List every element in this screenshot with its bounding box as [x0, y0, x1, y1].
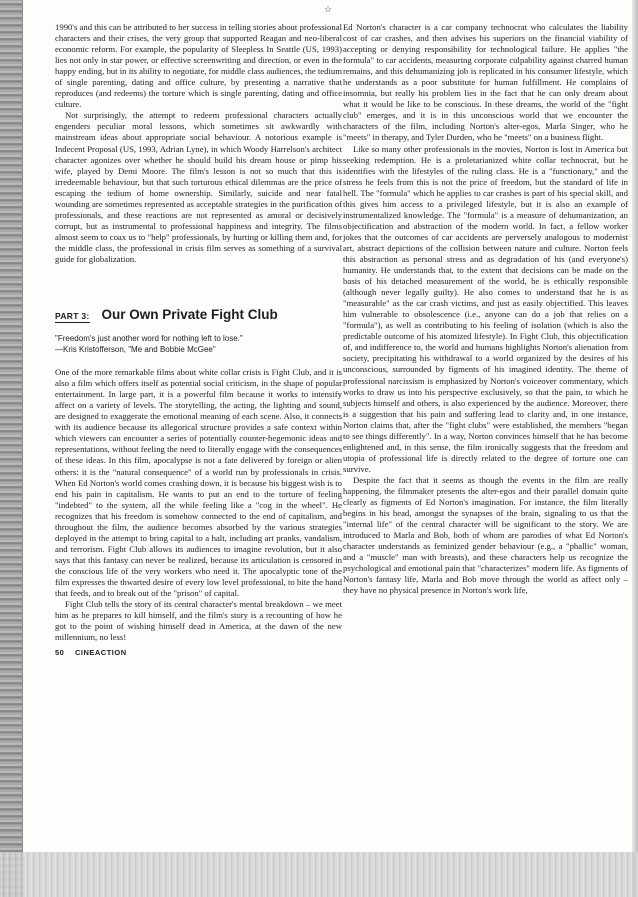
epigraph-quote: "Freedom's just another word for nothing left to lose." — [55, 334, 243, 344]
scan-spine-edge — [0, 0, 23, 897]
paragraph: Fight Club tells the story of its central character's mental breakdown – we meet him as he prepares to kill himself, and the film's story is a recounting of how he got to the point of wishing himself dead in America, at the dawn of the new millennium, no less! — [55, 599, 342, 643]
paragraph: 1990's and this can be attributed to her success in telling stories about professional characters and their crises, the very group that supported Reagan and neo-liberal economic reform. For example, the popularity of Sleepless In Seattle (US, 1993) lies not only in star power, or effective screenwriting and direction, or even in the happy ending, but in its ability to negotiate, for middle class audiences, the tedium of single parenting, dating and office culture, by presenting a narrative that reproduces (and redeems) the torture which is single parenting, dating and office culture. — [55, 22, 342, 110]
paragraph: One of the more remarkable films about white collar crisis is Fight Club, and it is also a film which offers itself as potential social criticism, in the shape of popular entertainment. In large part, it is a powerful film because it works to intensify affect on a variety of levels. The storytelling, the acting, the lighting and sound, are designed to exaggerate the emotional meaning of each scene. Also, it connects with its audience because its allegorical structure provides a safe context within which viewers can encounter a series of potentially counter-hegemonic ideas and representations, without feeling the need to literally engage with the consequences of these ideas. In this film, apocalypse is not a fate delivered by foreign or alien others: it is the "natural consequence" of a world run by professionals in crisis. When Ed Norton's world comes crashing down, it is because his biggest wish is to end his pain in capitalism. He wants to put an end to the torture of feeling "indebted" to the system, all the while feeling like a "cog in the wheel". He recognizes that his freedom is somehow connected to the end of capitalism, and throughout the film, the audience becomes absorbed by the various strategies deployed in the attempt to bring capital to a halt, including art pranks, vandalism, and terrorism. Fight Club allows its audiences to imagine revolution, but it also says that this fantasy can never be realized, because its articulation is censored in the conscious life of the very workers who need it. The apocalyptic tone of the film expresses the thwarted desire of every low level professional, to bite the hand that feeds, and to break out of the "prison" of capital. — [55, 367, 342, 599]
paragraph: Ed Norton's character is a car company technocrat who calculates the liability cost of car crashes, and then advises his superiors on the financial viability of accepting or denying responsibility for technological failure. He applies "the formula" to car accidents, measuring corporate culpability against charred human remains, and this dehumanizing job is replicated in his consumer lifestyle, which he understands as a poor substitute for human fulfillment. He complains of insomnia, but really his problem lies in the fact that he can only dream about what it would be like to be conscious. In these dreams, the world of the "fight club" emerges, and it is in this unconscious world that we encounter the characters of the film, including Norton's alter-egos, Marla Singer, who he "meets" in therapy, and Tyler Durden, who he "meets" on a business flight. — [343, 22, 628, 143]
scan-right-edge — [632, 0, 638, 897]
right-column — [343, 22, 628, 596]
paragraph: Despite the fact that it seems as though the events in the film are really happening, the filmmaker presents the alter-egos and their parallel domain quite clearly as figments of Ed Norton's imagination. For instance, the film literally begins in his head, amongst the synapses of the brain, signaling to us that the "internal life" of the central character will be significant to the story. We are introduced to Marla and Bob, both of whom are parodies of what Ed Norton's character understands as feminized gender behaviour (e.g., a "phallic" woman, and a "muscle" man with breasts), and these characters help us recognize the psychological and emotional pain that "characterizes" modern life. As figments of Norton's fantasy life, Marla and Bob move through the world as affect only – they have no physical presence in Norton's work life, — [343, 474, 628, 596]
page-number: 50 — [55, 648, 65, 658]
page-footer — [55, 647, 342, 658]
section-heading — [55, 309, 342, 323]
part-label: PART 3: — [55, 311, 90, 323]
scan-mark: ☆ — [324, 4, 333, 14]
paragraph: Like so many other professionals in the movies, Norton is lost in America but seeking redemption. He is a proletarianized white collar technocrat, but he identifies with the lifestyles of the ruling class. He is a "functionary," and the stress he feels from this is not the price of freedom, but the standard of life in hell. The "formula" which he applies to car crashes is part of his special skill, and this gives him access to a privileged lifestyle, but it is also an example of instrumentalized knowledge. The "formula" is a measure of dehumanization, an objectification and abstraction of the modern world. In fact, a fellow worker jokes that the outcomes of car accidents are perversely analogous to modernist art, abstract depictions of the collision between nature and culture. Norton feels this abstraction as personal stress and as degradation of his (and everyone's) humanity. He understands that, to the extent that decisions can be made on the basis of his detached measurement of the world, he is ethically responsible (although never legally guilty). He also comes to understand that he is as "measurable" as the car crash victims, and just as easily objectified. This leaves him vulnerable to obsolescence (i.e., anyone can do a job that relies on a "formula"), as well as contributing to his feeling of isolation (which is also the predictable outcome of his atomized lifestyle). In Fight Club, this objectification of, and indifference to, the world and humans highlights Norton's alienation from society, precipitating his withdrawal to a world organized by the desires of his unconscious, surrounded by figments of his imagined identity. The theme of professional narcissism is emphasized by Norton's voiceover commentary, which works to draw us into his perspective exclusively, so that the pain, to which he subjects himself and others, is also experienced by the audience. Moreover, there is a suggestion that his pain and suffering lead to clarity and, in one instance, Norton claims that, after the "fight clubs" were established, the members "began to see things differently". In a way, Norton convinces himself that he has become enlightened and, in this sense, the film ironically suggests that the freedom and utopia of professional life is directly related to the degree of torture one can survive. — [343, 143, 628, 474]
left-column — [55, 22, 342, 658]
magazine-name: CINEACTION — [74, 648, 127, 658]
part-title: Our Own Private Fight Club — [101, 307, 278, 323]
paragraph: Not surprisingly, the attempt to redeem professional characters actually engenders peculiar moral lessons, which sometimes sit awkwardly with mainstream ideas about appropriate social behaviour. A notorious example is Indecent Proposal (US, 1993, Adrian Lyne), in which Woody Harrelson's architect character agonizes over whether he should build his dream house or pimp his wife, played by Demi Moore. The film's lesson is not so much that this is irredeemable behaviour, but that such torturous ethical dilemmas are the price of escaping the tedium of home ownership. Similarly, suicide and near fatal wounding are sometimes represented as acceptable strategies in the purification of professionals, and these reactions are not represented as amoral or decisively corrupt, but as instrumental to professional happiness and integrity. The films almost seem to coax us to "help" professionals, by hurting or killing them and, for the middle class, the professional in crisis film serves as something of a survival guide for globalization. — [55, 110, 342, 264]
scan-bottom-edge — [0, 852, 638, 897]
epigraph — [55, 333, 342, 355]
epigraph-source: —Kris Kristofferson, "Me and Bobbie McGee" — [55, 345, 216, 355]
